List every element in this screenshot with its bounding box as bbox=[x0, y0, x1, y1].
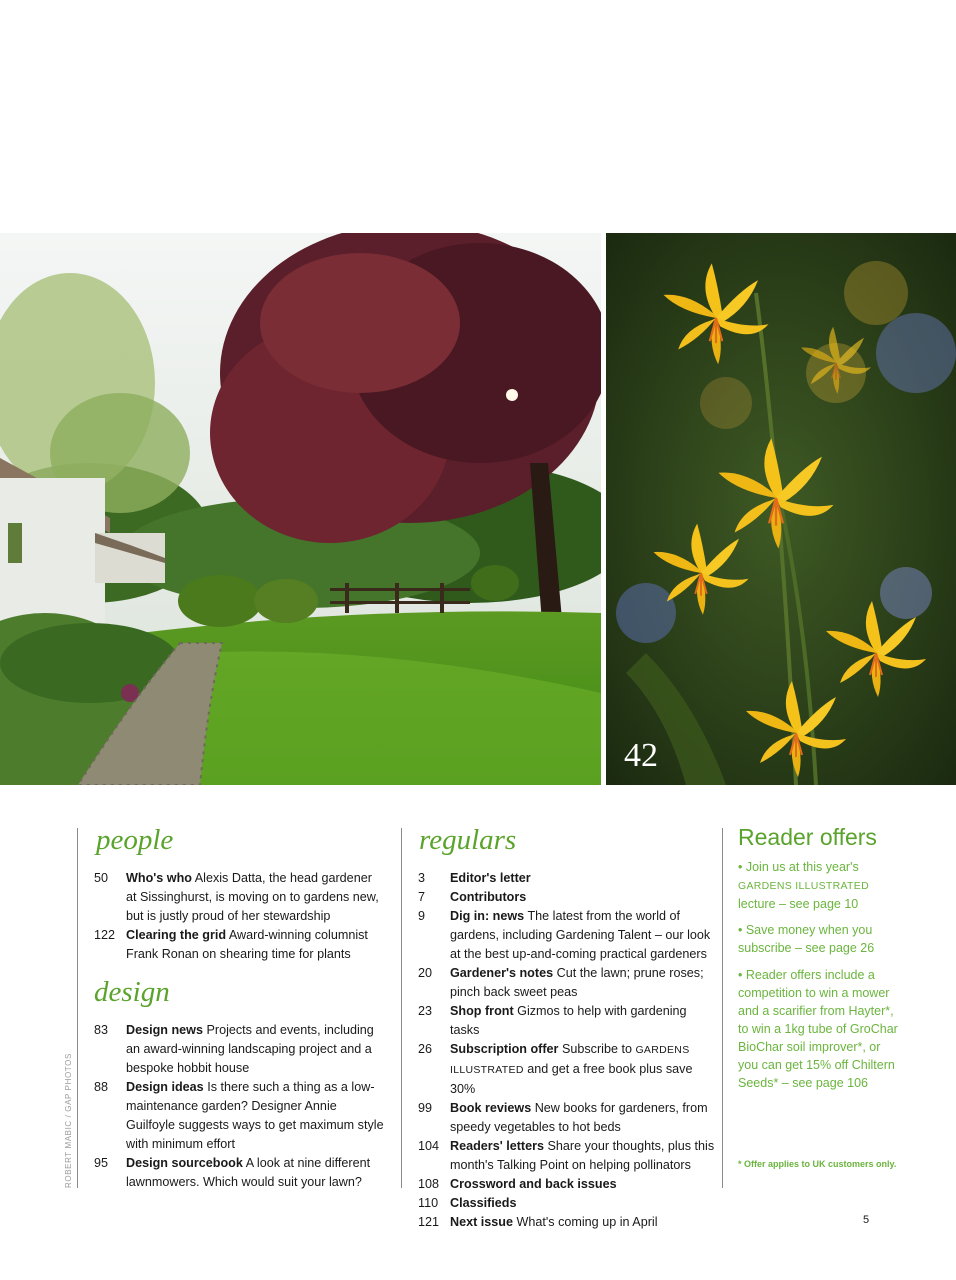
garden-photo bbox=[0, 233, 601, 785]
list-item[interactable] bbox=[418, 1137, 718, 1175]
list-item[interactable] bbox=[418, 907, 718, 964]
entry-desc: A look at nine different lawnmowers. Which would suit your lawn? bbox=[126, 1156, 371, 1189]
page-number: 5 bbox=[863, 1214, 870, 1226]
entry-page: 99 bbox=[418, 1101, 433, 1115]
entry-page: 110 bbox=[418, 1196, 439, 1210]
entry-page: 104 bbox=[418, 1139, 440, 1153]
list-item[interactable] bbox=[94, 926, 384, 964]
magazine-name: GARDENS ILLUSTRATED bbox=[738, 880, 869, 892]
list-item[interactable] bbox=[418, 1099, 718, 1137]
entry-desc: and get a free book plus save 30% bbox=[450, 1062, 693, 1096]
erythronium-illustration bbox=[606, 233, 956, 785]
design-heading: design bbox=[94, 976, 170, 1008]
entry-page: 9 bbox=[418, 909, 426, 923]
list-item[interactable] bbox=[418, 888, 718, 907]
entry-desc: Projects and events, including an award-winning landscaping project and a bespoke hobbit house bbox=[126, 1023, 374, 1075]
entry-desc: Award-winning columnist Frank Ronan on shearing time for plants bbox=[126, 928, 368, 961]
entry-page: 122 bbox=[94, 928, 116, 942]
entry-desc: Is there such a thing as a low-maintenance garden? Designer Annie Guilfoyle suggests ways to get maximum style with minimum effort bbox=[126, 1080, 384, 1151]
list-item[interactable] bbox=[418, 869, 718, 888]
entry-page: 7 bbox=[418, 890, 426, 904]
entry-title: Design ideas bbox=[126, 1080, 204, 1094]
entry-title: Shop front bbox=[450, 1004, 514, 1018]
offer-lecture[interactable] bbox=[738, 858, 898, 913]
entry-title: Design sourcebook bbox=[126, 1156, 243, 1170]
entry-desc: New books for gardeners, from speedy vegetables to hot beds bbox=[450, 1101, 708, 1134]
entry-desc: Gizmos to help with gardening tasks bbox=[450, 1004, 687, 1037]
list-item[interactable] bbox=[418, 1194, 718, 1213]
entry-title: Crossword and back issues bbox=[450, 1177, 617, 1191]
entry-title: Clearing the grid bbox=[126, 928, 227, 942]
entry-page: 26 bbox=[418, 1042, 433, 1056]
entry-title: Book reviews bbox=[450, 1101, 532, 1115]
offer-text: • Join us at this year's bbox=[738, 860, 859, 874]
entry-title: Classifieds bbox=[450, 1196, 517, 1210]
entry-desc: Cut the lawn; prune roses; pinch back sweet peas bbox=[450, 966, 704, 999]
entry-desc: Share your thoughts, plus this month's Talking Point on helping pollinators bbox=[450, 1139, 715, 1172]
people-heading: people bbox=[96, 824, 174, 856]
entry-title: Dig in: news bbox=[450, 909, 525, 923]
entry-desc: Subscribe to bbox=[561, 1042, 632, 1056]
garden-illustration bbox=[0, 233, 601, 785]
entry-title: Next issue bbox=[450, 1215, 513, 1229]
offer-subscribe[interactable]: • Save money when you subscribe – see page 26 bbox=[738, 923, 875, 955]
offer-footnote: * Offer applies to UK customers only. bbox=[738, 1159, 897, 1169]
entry-desc: What's coming up in April bbox=[516, 1215, 658, 1229]
entry-page: 83 bbox=[94, 1023, 109, 1037]
column-rule-middle bbox=[401, 828, 402, 1188]
entry-page: 108 bbox=[418, 1177, 440, 1191]
entry-page: 23 bbox=[418, 1004, 433, 1018]
magazine-name: GARDENS ILLUSTRATED bbox=[450, 1044, 690, 1076]
list-item[interactable] bbox=[94, 1078, 384, 1154]
entry-title: Readers' letters bbox=[450, 1139, 544, 1153]
entry-desc: The latest from the world of gardens, including Gardening Talent – our look at the best up-and-coming practical gardeners bbox=[450, 909, 711, 961]
entry-page: 20 bbox=[418, 966, 433, 980]
entry-title: Subscription offer bbox=[450, 1042, 559, 1056]
design-list bbox=[94, 1021, 384, 1192]
list-item[interactable] bbox=[94, 1154, 384, 1192]
photo-page-ref: 42 bbox=[624, 737, 658, 774]
people-list bbox=[94, 869, 384, 964]
entry-page: 88 bbox=[94, 1080, 109, 1094]
entry-title: Contributors bbox=[450, 890, 527, 904]
entry-title: Editor's letter bbox=[450, 871, 531, 885]
entry-page: 3 bbox=[418, 871, 426, 885]
entry-desc: Alexis Datta, the head gardener at Sissinghurst, is moving on to gardens new, but is justly proud of her stewardship bbox=[126, 871, 379, 923]
photo-credit: ROBERT MABIC / GAP PHOTOS bbox=[64, 1053, 73, 1188]
entry-page: 95 bbox=[94, 1156, 109, 1170]
list-item[interactable] bbox=[94, 869, 384, 926]
offer-text: lecture – see page 10 bbox=[738, 897, 859, 911]
reader-offers-heading: Reader offers bbox=[738, 824, 877, 850]
column-rule-right bbox=[722, 828, 723, 1188]
list-item[interactable] bbox=[418, 1040, 718, 1099]
entry-title: Gardener's notes bbox=[450, 966, 554, 980]
column-rule-left bbox=[77, 828, 78, 1188]
list-item[interactable] bbox=[418, 1213, 718, 1232]
list-item[interactable] bbox=[418, 964, 718, 1002]
entry-page: 121 bbox=[418, 1215, 440, 1229]
entry-title: Design news bbox=[126, 1023, 203, 1037]
list-item[interactable] bbox=[418, 1175, 718, 1194]
offer-competitions[interactable]: • Reader offers include a competition to win a mower and a scarifier from Hayter*, to win a 1kg tube of GroChar BioChar soil improver*, or you can get 15% off Chiltern Seeds* – see page 106 bbox=[738, 968, 898, 1090]
list-item[interactable] bbox=[94, 1021, 384, 1078]
entry-title: Who's who bbox=[126, 871, 192, 885]
flower-photo bbox=[606, 233, 956, 785]
regulars-list bbox=[418, 869, 718, 1232]
regulars-heading: regulars bbox=[419, 824, 517, 856]
entry-page: 50 bbox=[94, 871, 109, 885]
list-item[interactable] bbox=[418, 1002, 718, 1040]
